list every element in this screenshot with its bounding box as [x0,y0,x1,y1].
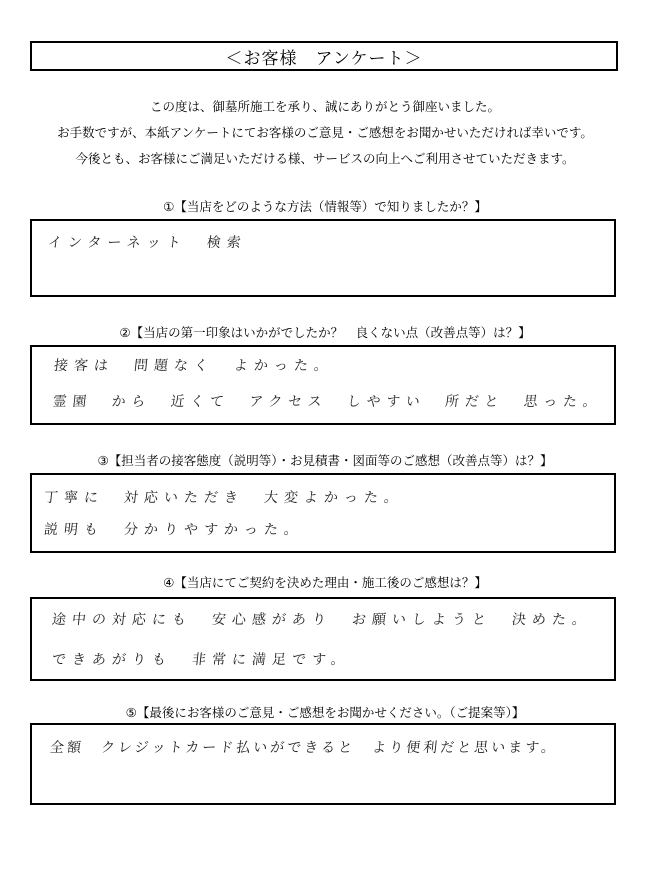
question-1-label: ①【当店をどのような方法（情報等）で知りましたか？】 [163,199,487,214]
answer-1-line-1: インターネット 検索 [47,235,248,251]
answer-3-line-2: 説明も 分かりやすかった。 [43,522,305,538]
answer-2-line-2: 霊園 から 近くて アクセス しやすい 所だと 思った。 [52,394,604,410]
answer-box-5 [30,723,616,805]
answer-3-line-1: 丁寧に 対応いただき 大変よかった。 [43,490,405,506]
answer-box-2 [30,345,616,425]
intro-line-2: お手数ですが、本紙アンケートにてお客様のご意見・ご感想をお聞かせいただければ幸いです。 [57,125,593,140]
page-title: ＜お客様 アンケート＞ [30,41,618,71]
answer-5-line-1: 全額 クレジットカード払いができると より便利だと思います。 [49,740,559,756]
question-4-label: ④【当店にてご契約を決めた理由・施工後のご感想は？】 [163,575,487,590]
answer-4-line-2: できあがりも 非常に満足です。 [51,652,352,668]
intro-line-3: 今後とも、お客様にご満足いただける様、サービスの向上へご利用させていただきます。 [75,151,575,166]
answer-box-1 [30,219,616,297]
answer-4-line-1: 途中の対応にも 安心感があり お願いしようと 決めた。 [51,612,593,628]
intro-line-1: この度は、御墓所施工を承り、誠にありがとう御座いました。 [149,99,500,114]
question-2-label: ②【当店の第一印象はいかがでしたか？ 良くない点（改善点等）は？】 [119,325,531,340]
question-3-label: ③【担当者の接客態度（説明等）・お見積書・図面等のご感想（改善点等）は？】 [97,453,553,468]
answer-2-line-1: 接客は 問題なく よかった。 [53,358,335,374]
answer-box-4 [30,597,616,681]
question-5-label: ⑤【最後にお客様のご意見・ご感想をお聞かせください。（ご提案等）】 [125,705,525,720]
answer-box-3 [30,473,616,553]
